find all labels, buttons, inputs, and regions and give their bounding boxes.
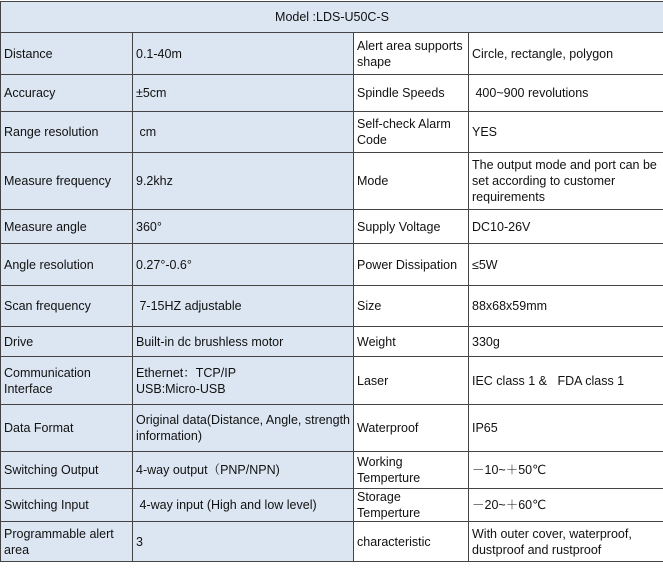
- table-row: [1, 522, 663, 562]
- table-row: [1, 286, 663, 327]
- table-row: [1, 153, 663, 210]
- spec-value: 400~900 revolutions: [469, 75, 663, 112]
- spec-label: characteristic: [354, 522, 469, 562]
- spec-value: IEC class 1 & FDA class 1: [469, 357, 663, 405]
- spec-value: 7-15HZ adjustable: [133, 286, 354, 327]
- spec-label: Drive: [1, 327, 133, 357]
- spec-value: ±5cm: [133, 75, 354, 112]
- spec-label: Size: [354, 286, 469, 327]
- spec-label: Scan frequency: [1, 286, 133, 327]
- spec-label: Measure angle: [1, 210, 133, 244]
- spec-label: Distance: [1, 33, 133, 75]
- spec-label: Measure frequency: [1, 153, 133, 210]
- title-row: [1, 2, 663, 33]
- spec-label: Switching Output: [1, 452, 133, 489]
- spec-value: 3: [133, 522, 354, 562]
- spec-value: DC10-26V: [469, 210, 663, 244]
- spec-label: Communication Interface: [1, 357, 133, 405]
- spec-value: ≤5W: [469, 244, 663, 286]
- spec-label-text: Storage Temperture: [357, 490, 421, 520]
- spec-value: 88x68x59mm: [469, 286, 663, 327]
- spec-label: Power Dissipation: [354, 244, 469, 286]
- spec-label: Programmable alert area: [1, 522, 133, 562]
- spec-value: IP65: [469, 405, 663, 452]
- spec-label: Self-check Alarm Code: [354, 112, 469, 153]
- spec-value: 0.1-40m: [133, 33, 354, 75]
- spec-value: 9.2khz: [133, 153, 354, 210]
- spec-value: 4-way output（PNP/NPN): [133, 452, 354, 489]
- spec-value: The output mode and port can be set according to customer requirements: [469, 153, 663, 210]
- spec-label: Spindle Speeds: [354, 75, 469, 112]
- spec-value: 360°: [133, 210, 354, 244]
- table-row: [1, 405, 663, 452]
- spec-value: Circle, rectangle, polygon: [469, 33, 663, 75]
- spec-value: 330g: [469, 327, 663, 357]
- spec-value: Original data(Distance, Angle, strength information): [133, 405, 354, 452]
- table-row: [1, 452, 663, 489]
- spec-table: [0, 1, 663, 562]
- spec-value: 0.27°-0.6°: [133, 244, 354, 286]
- spec-value: cm: [133, 112, 354, 153]
- spec-value: －10~＋50℃: [469, 452, 663, 489]
- table-row: [1, 75, 663, 112]
- spec-label: Accuracy: [1, 75, 133, 112]
- table-row: [1, 210, 663, 244]
- spec-value: －20~＋60℃: [469, 489, 663, 522]
- spec-label: Weight: [354, 327, 469, 357]
- table-row: [1, 327, 663, 357]
- spec-label: Switching Input: [1, 489, 133, 522]
- spec-label: Data Format: [1, 405, 133, 452]
- spec-value: Ethernet：TCP/IP USB:Micro-USB: [133, 357, 354, 405]
- spec-label: Mode: [354, 153, 469, 210]
- table-row: [1, 489, 663, 522]
- table-row: [1, 112, 663, 153]
- spec-value: 4-way input (High and low level): [133, 489, 354, 522]
- spec-label: Working Temperture: [354, 452, 469, 489]
- spec-label: Waterproof: [354, 405, 469, 452]
- table-row: [1, 244, 663, 286]
- spec-label: [354, 489, 469, 522]
- spec-label: Alert area supports shape: [354, 33, 469, 75]
- spec-label: Range resolution: [1, 112, 133, 153]
- table-title: Model :LDS-U50C-S: [1, 2, 663, 33]
- spec-label: Angle resolution: [1, 244, 133, 286]
- spec-label: Supply Voltage: [354, 210, 469, 244]
- spec-value: Built-in dc brushless motor: [133, 327, 354, 357]
- spec-value: YES: [469, 112, 663, 153]
- table-row: [1, 357, 663, 405]
- table-row: [1, 33, 663, 75]
- spec-label: Laser: [354, 357, 469, 405]
- spec-rows: [1, 33, 663, 562]
- spec-value: With outer cover, waterproof, dustproof and rustproof: [469, 522, 663, 562]
